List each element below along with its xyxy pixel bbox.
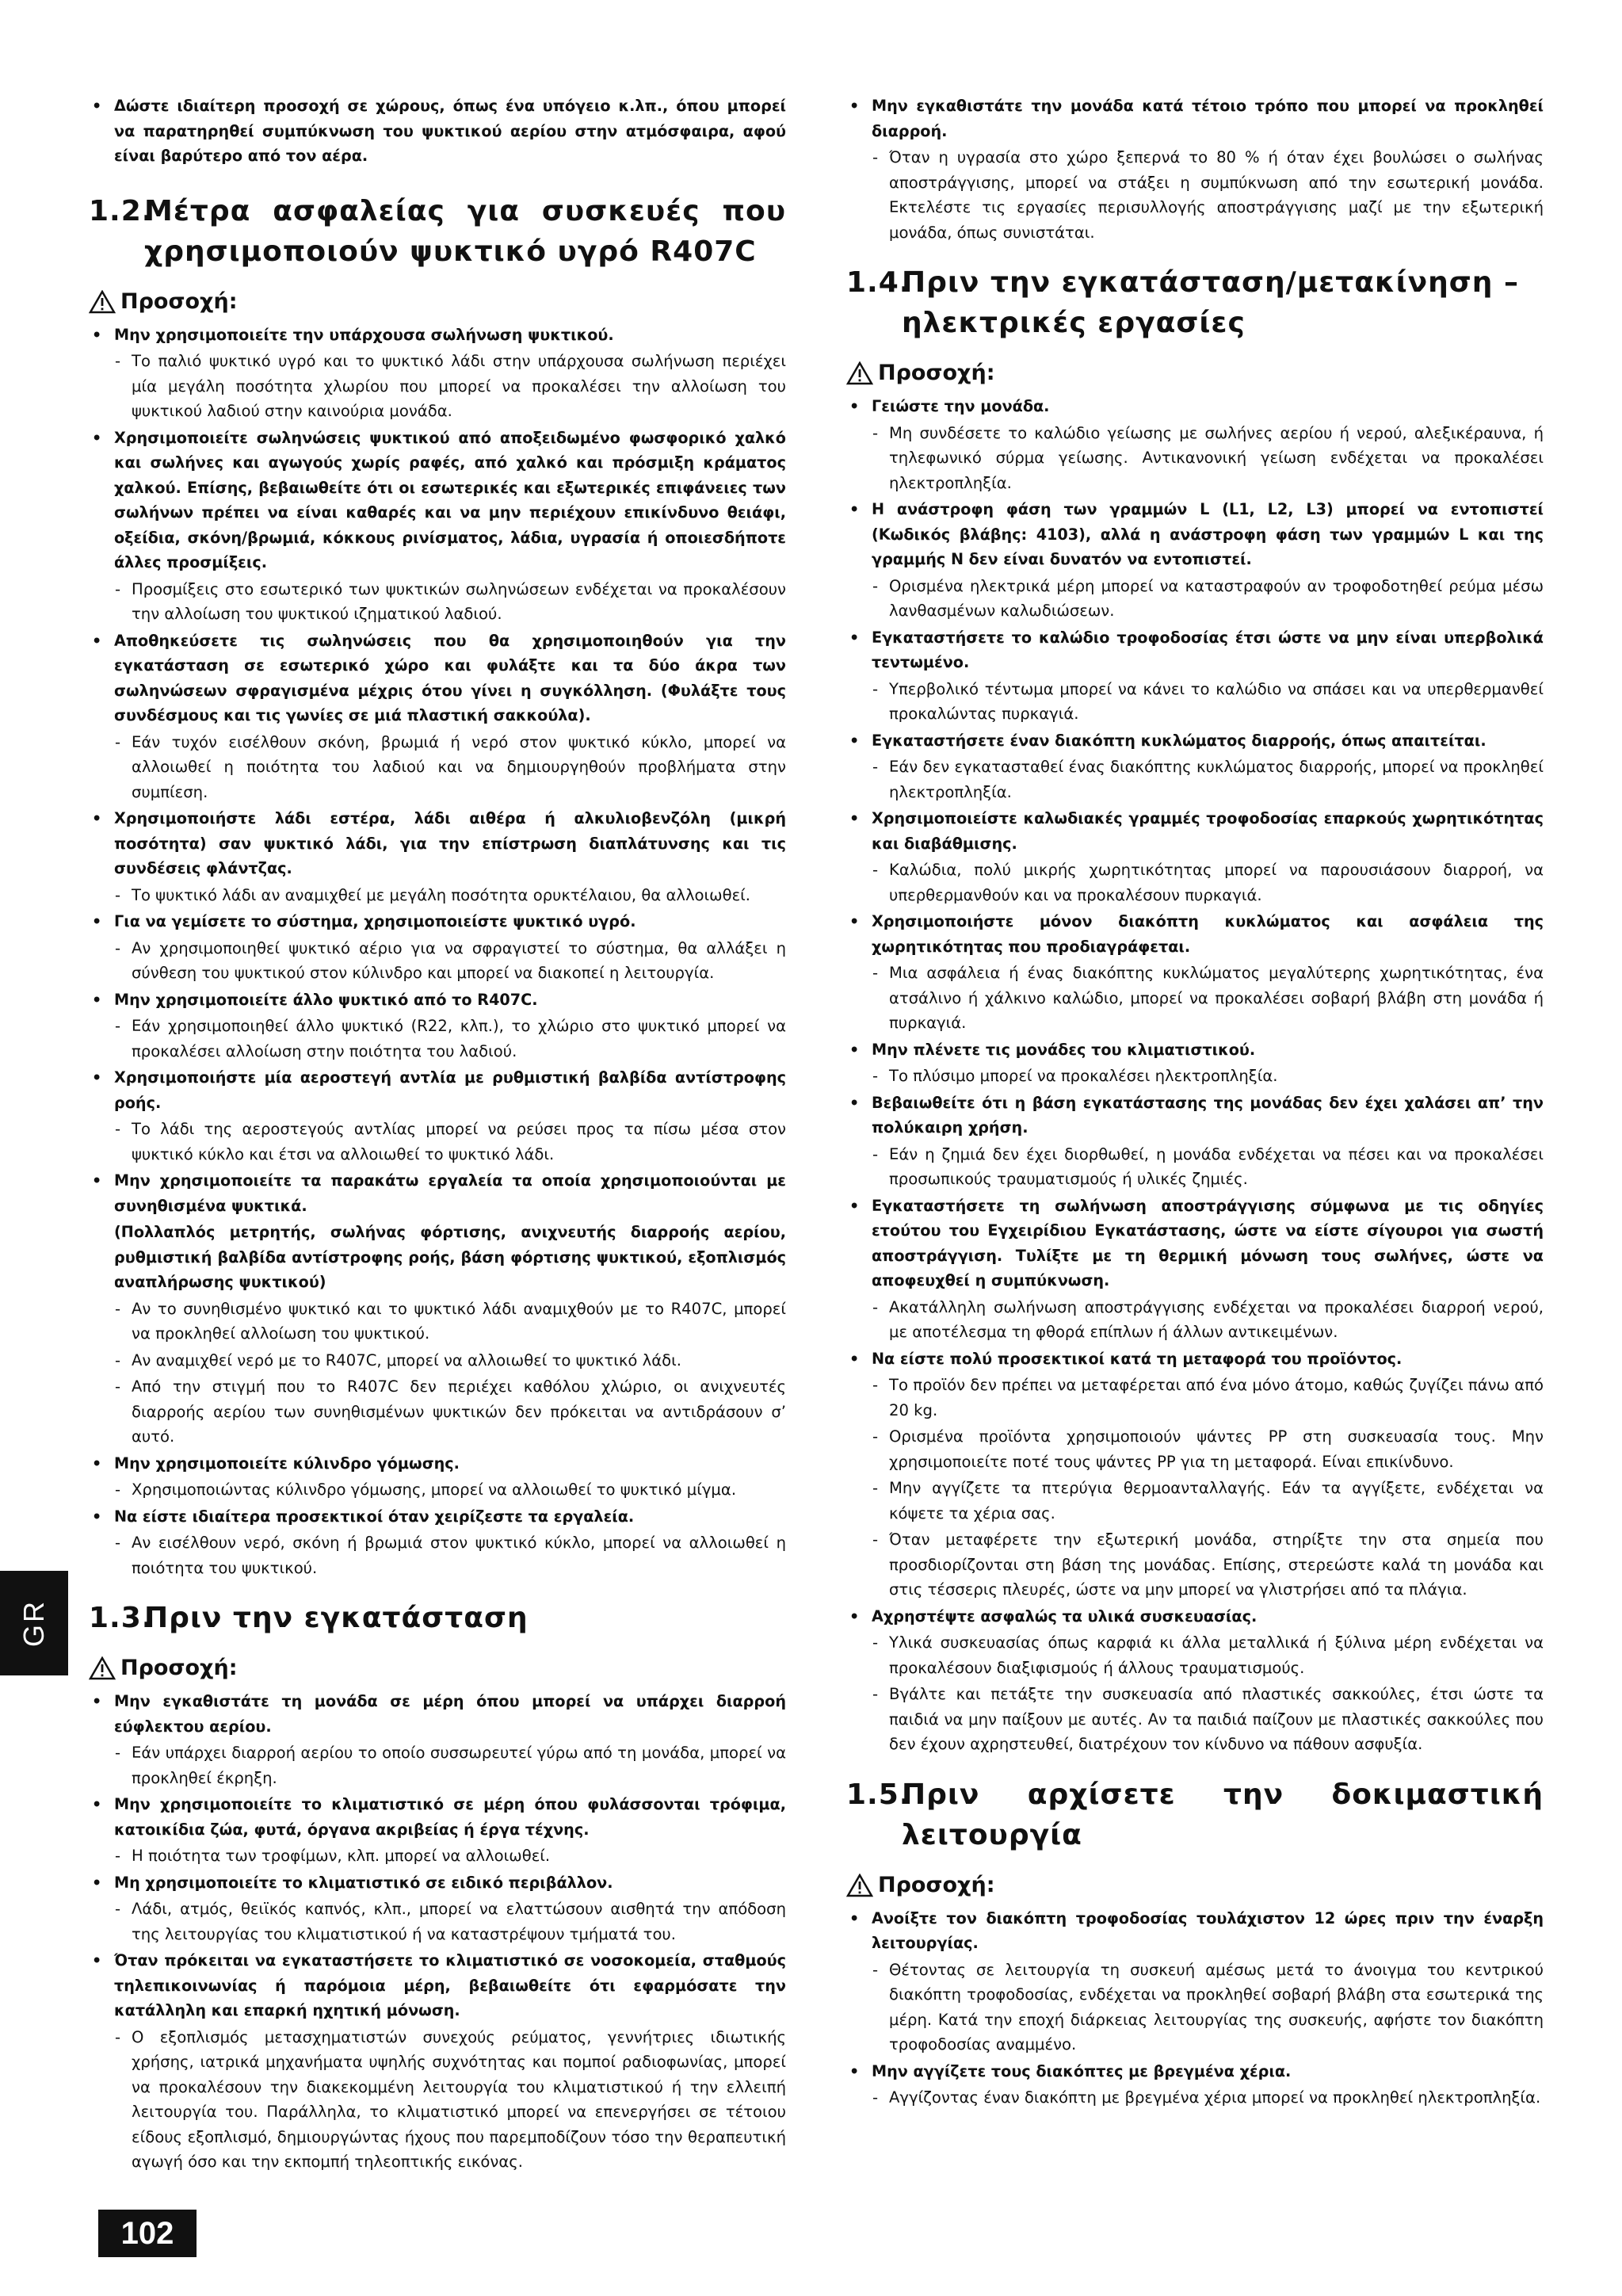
right-column <box>846 94 1544 2112</box>
warning-icon <box>846 1874 873 1897</box>
bullet: • Μην πλένετε τις μονάδες του κλιματιστικού. <box>846 1037 1544 1063</box>
dash-item: - Υλικά συσκευασίας όπως καρφιά κι άλλα μεταλλικά ή ξύλινα μέρη ενδέχεται να προκαλέσουν διαξιφισμούς ή άλλους τραυματισμούς. <box>846 1630 1544 1680</box>
bullet: • Όταν πρόκειται να εγκαταστήσετε το κλιματιστικό σε νοσοκομεία, σταθμούς τηλεπικοινωνίας ή παρόμοια μέρη, βεβαιωθείτε ότι εφαρμόσατε την κατάλληλη και επαρκή ηχητική μόνωση. <box>89 1948 786 2023</box>
language-code: GR <box>17 1599 50 1647</box>
dash-item: - Η ποιότητα των τροφίμων, κλπ. μπορεί να αλλοιωθεί. <box>89 1843 786 1869</box>
section-title-line2: ηλεκτρικές εργασίες <box>902 307 1246 339</box>
language-tab <box>0 1571 68 1675</box>
caution-label: Προσοχή: <box>120 1656 238 1680</box>
dash-item: - Από την στιγμή που το R407C δεν περιέχει καθόλου χλώριο, οι ανιχνευτές διαρροής αερίου των συνηθισμένων ψυκτικών δεν πρόκειται να αντιδράσουν σ’ αυτό. <box>89 1374 786 1450</box>
bullet: • Μην χρησιμοποιείτε τα παρακάτω εργαλεία τα οποία χρησιμοποιούνται με συνηθισμένα ψυκτικά. <box>89 1168 786 1218</box>
dash-item: - Υπερβολικό τέντωμα μπορεί να κάνει το καλώδιο να σπάσει και να υπερθερμανθεί προκαλώντας πυρκαγιά. <box>846 677 1544 727</box>
caution-heading <box>846 1870 1544 1901</box>
dash-item: - Εάν η ζημιά δεν έχει διορθωθεί, η μονάδα ενδέχεται να πέσει και να προκαλέσει προσωπικούς τραυματισμούς ή υλικές ζημιές. <box>846 1142 1544 1192</box>
dash-item: - Μην αγγίζετε τα πτερύγια θερμοανταλλαγής. Εάν τα αγγίξετε, ενδέχεται να κόψετε τα χέρια σας. <box>846 1476 1544 1526</box>
caution-heading <box>846 357 1544 389</box>
bullet: • Αχρηστέψτε ασφαλώς τα υλικά συσκευασίας. <box>846 1604 1544 1629</box>
dash-item: - Το παλιό ψυκτικό υγρό και το ψυκτικό λάδι στην υπάρχουσα σωλήνωση περιέχει μία μεγάλη ποσότητα χλωρίου που μπορεί να προκαλέσει την αλλοίωση του ψυκτικού λαδιού στην καινούρια μονάδα. <box>89 349 786 424</box>
section-1-4-heading <box>846 262 1544 343</box>
left-column <box>89 94 786 2176</box>
bullet: • Μην χρησιμοποιείτε κύλινδρο γόμωσης. <box>89 1451 786 1477</box>
bullet: • Μην χρησιμοποιείτε άλλο ψυκτικό από το R407C. <box>89 988 786 1013</box>
dash-item: - Χρησιμοποιώντας κύλινδρο γόμωσης, μπορεί να αλλοιωθεί το ψυκτικό μίγμα. <box>89 1477 786 1503</box>
dash-item: - Καλώδια, πολύ μικρής χωρητικότητας μπορεί να παρουσιάσουν διαρροή, να υπερθερμανθούν και να προκαλέσουν πυρκαγιά. <box>846 858 1544 907</box>
dash-item: - Ακατάλληλη σωλήνωση αποστράγγισης ενδέχεται να προκαλέσει διαρροή νερού, με αποτέλεσμα τη φθορά επίπλων ή άλλων αντικειμένων. <box>846 1295 1544 1345</box>
bullet: • Χρησιμοποιήστε λάδι εστέρα, λάδι αιθέρα ή αλκυλιοβενζόλη (μικρή ποσότητα) σαν ψυκτικό λάδι, για την επίστρωση διαπλάτυνσης και τις συνδέσεις φλάντζας. <box>89 806 786 881</box>
bullet: • Μην χρησιμοποιείτε την υπάρχουσα σωλήνωση ψυκτικού. <box>89 323 786 348</box>
page-number: 102 <box>98 2210 197 2257</box>
dash-item: - Το προϊόν δεν πρέπει να μεταφέρεται από ένα μόνο άτομο, καθώς ζυγίζει πάνω από 20 kg. <box>846 1373 1544 1423</box>
bullet: • Εγκαταστήσετε το καλώδιο τροφοδοσίας έτσι ώστε να μην είναι υπερβολικά τεντωμένο. <box>846 625 1544 675</box>
bullet: • Μην εγκαθιστάτε τη μονάδα σε μέρη όπου μπορεί να υπάρχει διαρροή εύφλεκτου αερίου. <box>89 1689 786 1739</box>
dash-item: - Ο εξοπλισμός μετασχηματιστών συνεχούς ρεύματος, γεννήτριες ιδιωτικής χρήσης, ιατρικά μηχανήματα υψηλής συχνότητας και πομποί ραδιοφωνίας, μπορεί να προκαλέσουν την διακεκομμένη λειτουργία του κλιματιστικού ή την ελλειπή λειτουργία του. Παράλληλα, το κλιματιστικό μπορεί να επενεργήσει σε τέτοιου είδους εξοπλισμό, δημιουργώντας ήχους που παρεμποδίζουν τόσο την θεραπευτική αγωγή όσο και την εκπομπή τηλεοπτικής εικόνας. <box>89 2025 786 2175</box>
section-number: 1.3. <box>89 1602 154 1634</box>
bullet: • Χρησιμοποιήστε μία αεροστεγή αντλία με ρυθμιστική βαλβίδα αντίστροφης ροής. <box>89 1065 786 1115</box>
bullet: • Εγκαταστήσετε τη σωλήνωση αποστράγγισης σύμφωνα με τις οδηγίες ετούτου του Εγχειρίδιου Εγκατάστασης, ώστε να είστε σίγουροι για σωστή αποστράγγιση. Τυλίξτε με τη θερμική μόνωση τους σωλήνες, ώστε να αποφευχθεί η συμπύκνωση. <box>846 1194 1544 1293</box>
caution-heading <box>89 286 786 318</box>
dash-item: - Εάν τυχόν εισέλθουν σκόνη, βρωμιά ή νερό στον ψυκτικό κύκλο, μπορεί να αλλοιωθεί η ποιότητα του λαδιού και να δημιουργηθούν προβλήματα στην συμπίεση. <box>89 730 786 805</box>
bullet: • Χρησιμοποιείστε καλωδιακές γραμμές τροφοδοσίας επαρκούς χωρητικότητας και διαβάθμισης. <box>846 806 1544 856</box>
bullet: • Γειώστε την μονάδα. <box>846 394 1544 419</box>
bullet: • Χρησιμοποιήστε μόνον διακόπτη κυκλώματος και ασφάλεια της χωρητικότητας που προδιαγράφεται. <box>846 909 1544 959</box>
dash-item: - Εάν χρησιμοποιηθεί άλλο ψυκτικό (R22, κλπ.), το χλώριο στο ψυκτικό μπορεί να προκαλέσει αλλοίωση στην ποιότητα του λαδιού. <box>89 1014 786 1064</box>
section-title-line2: λειτουργία <box>902 1818 1082 1851</box>
dash-item: - Αγγίζοντας έναν διακόπτη με βρεγμένα χέρια μπορεί να προκληθεί ηλεκτροπληξία. <box>846 2085 1544 2111</box>
dash-item: - Αν αναμιχθεί νερό με το R407C, μπορεί να αλλοιωθεί το ψυκτικό λάδι. <box>89 1348 786 1373</box>
caution-label: Προσοχή: <box>878 361 995 385</box>
bullet: • Η ανάστροφη φάση των γραμμών L (L1, L2, L3) μπορεί να εντοπιστεί (Κωδικός βλάβης: 4103), αλλά η ανάστροφη φάση των γραμμών L και της γραμμής N δεν είναι δυνατόν να εντοπιστεί. <box>846 497 1544 572</box>
dash-item: - Μια ασφάλεια ή ένας διακόπτης κυκλώματος μεγαλύτερης χωρητικότητας, ένα ατσάλινο ή χάλκινο καλώδιο, μπορεί να προκαλέσει σοβαρή βλάβη στη μονάδα ή πυρκαγιά. <box>846 961 1544 1036</box>
bullet-continuation: (Πολλαπλός μετρητής, σωλήνας φόρτισης, ανιχνευτής διαρροής αερίου, ρυθμιστική βαλβίδα αντίστροφης ροής, βάση φόρτισης ψυκτικού, εξοπλισμός αναπλήρωσης ψυκτικού) <box>114 1223 786 1291</box>
bullet: • Μην χρησιμοποιείτε το κλιματιστικό σε μέρη όπου φυλάσσονται τρόφιμα, κατοικίδια ζώα, φυτά, όργανα ακριβείας ή έργα τέχνης. <box>89 1792 786 1842</box>
section-number: 1.4. <box>846 266 911 299</box>
section-1-5-heading <box>846 1775 1544 1855</box>
dash-item: - Το λάδι της αεροστεγούς αντλίας μπορεί να ρεύσει προς τα πίσω μέσα στον ψυκτικό κύκλο και έτσι να αλλοιωθεί το ψυκτικό λάδι. <box>89 1117 786 1167</box>
section-number: 1.2. <box>89 194 154 227</box>
caution-label: Προσοχή: <box>120 288 238 314</box>
bullet: • Να είστε ιδιαίτερα προσεκτικοί όταν χειρίζεστε τα εργαλεία. <box>89 1504 786 1530</box>
bullet: • Βεβαιωθείτε ότι η βάση εγκατάστασης της μονάδας δεν έχει χαλάσει απ’ την πολύκαιρη χρήση. <box>846 1091 1544 1140</box>
dash-item: - Βγάλτε και πετάξτε την συσκευασία από πλαστικές σακκούλες, έτσι ώστε τα παιδιά να μην παίξουν με αυτές. Αν τα παιδιά παίζουν με πλαστικές σακκούλες που δεν έχουν αχρηστευθεί, διατρέχουν τον κίνδυνο να πάθουν ασφυξία. <box>846 1682 1544 1757</box>
dash-item: - Προσμίξεις στο εσωτερικό των ψυκτικών σωληνώσεων ενδέχεται να προκαλέσουν την αλλοίωση του ψυκτικού ιζηματικού λαδιού. <box>89 577 786 627</box>
dash-item: - Εάν υπάρχει διαρροή αερίου το οποίο συσσωρευτεί γύρω από τη μονάδα, μπορεί να προκληθεί έκρηξη. <box>89 1740 786 1790</box>
dash-item: - Ορισμένα ηλεκτρικά μέρη μπορεί να καταστραφούν αν τροφοδοτηθεί ρεύμα μέσω λανθασμένων καλωδιώσεων. <box>846 574 1544 624</box>
section-title: Πριν την εγκατάσταση <box>144 1602 529 1634</box>
caution-label: Προσοχή: <box>878 1872 995 1897</box>
warning-icon <box>89 290 116 314</box>
bullet: • Να είστε πολύ προσεκτικοί κατά τη μεταφορά του προϊόντος. <box>846 1347 1544 1372</box>
section-number: 1.5. <box>846 1778 911 1811</box>
bullet: • Χρησιμοποιείτε σωληνώσεις ψυκτικού από αποξειδωμένο φωσφορικό χαλκό και σωλήνες και αγωγούς χωρίς ραφές, από χαλκό και πρόσμιξη κράματος χαλκού. Επίσης, βεβαιωθείτε ότι οι εσωτερικές και εξωτερικές επιφάνειες των σωλήνων πρέπει να είναι καθαρές και να μην περιέχουν επικίνδυνο θειάφι, οξείδια, σκόνη/βρωμιά, κόκκους ρινίσματος, λάδια, υγρασία ή οποιεσδήποτε άλλες προσμίξεις. <box>89 426 786 575</box>
dash-item: - Μη συνδέσετε το καλώδιο γείωσης με σωλήνες αερίου ή νερού, αλεξικέραυνα, ή τηλεφωνικό σύρμα γείωσης. Αντικανονική γείωση ενδέχεται να προκαλέσει ηλεκτροπληξία. <box>846 421 1544 496</box>
bullet: • Αποθηκεύσετε τις σωληνώσεις που θα χρησιμοποιηθούν για την εγκατάσταση σε εσωτερικό χώρο και φυλάξτε και τα δύο άκρα των σωληνώσεων σφραγισμένα μέχρις ότου γίνει η συγκόλληση. (Φυλάξτε τους συνδέσμους και τις γωνίες σε μιά πλαστική σακκούλα). <box>89 628 786 728</box>
section-title-line1: Μέτρα ασφαλείας για συσκευές που <box>144 194 786 227</box>
intro-bullet: • Δώστε ιδιαίτερη προσοχή σε χώρους, όπως ένα υπόγειο κ.λπ., όπου μπορεί να παρατηρηθεί συμπύκνωση του ψυκτικού αερίου στην ατμόσφαιρα, αφού είναι βαρύτερο από τον αέρα. <box>89 94 786 169</box>
bullet: • Για να γεμίσετε το σύστημα, χρησιμοποιείστε ψυκτικό υγρό. <box>89 909 786 934</box>
dash-item: - Θέτοντας σε λειτουργία τη συσκευή αμέσως μετά το άνοιγμα του κεντρικού διακόπτη τροφοδοσίας, ενδέχεται να προκληθεί σοβαρή βλάβη στα εσωτερικά της μέρη. Κατά την εποχή διάρκειας λειτουργίας της συσκευής, αφήστε τον διακόπτη τροφοδοσίας αναμμένο. <box>846 1958 1544 2057</box>
section-title-line1: Πριν αρχίσετε την δοκιμαστική <box>902 1778 1544 1811</box>
bullet: • Ανοίξτε τον διακόπτη τροφοδοσίας τουλάχιστον 12 ώρες πριν την έναρξη λειτουργίας. <box>846 1906 1544 1956</box>
dash-item: - Λάδι, ατμός, θειϊκός καπνός, κλπ., μπορεί να ελαττώσουν αισθητά την απόδοση της λειτουργίας του κλιματιστικού ή να καταστρέψουν τμήματά του. <box>89 1897 786 1946</box>
caution-heading <box>89 1652 786 1684</box>
dash-item: - Εάν δεν εγκατασταθεί ένας διακόπτης κυκλώματος διαρροής, μπορεί να προκληθεί ηλεκτροπληξία. <box>846 755 1544 804</box>
dash-item: - Όταν η υγρασία στο χώρο ξεπερνά το 80 % ή όταν έχει βουλώσει ο σωλήνας αποστράγγισης, μπορεί να στάξει η συμπύκνωση από την εσωτερική μονάδα. Εκτελέστε τις εργασίες περισυλλογής αποστράγγισης μαζί με την εξωτερική μονάδα, όπως συνιστάται. <box>846 145 1544 245</box>
dash-item: - Αν χρησιμοποιηθεί ψυκτικό αέριο για να σφραγιστεί το σύστημα, θα αλλάξει η σύνθεση του ψυκτικού στον κύλινδρο και μπορεί να διακοπεί η λειτουργία. <box>89 936 786 986</box>
section-1-3-heading <box>89 1598 786 1638</box>
dash-item: - Αν εισέλθουν νερό, σκόνη ή βρωμιά στον ψυκτικό κύκλο, μπορεί να αλλοιωθεί η ποιότητα του ψυκτικού. <box>89 1530 786 1580</box>
dash-item: - Αν το συνηθισμένο ψυκτικό και το ψυκτικό λάδι αναμιχθούν με το R407C, μπορεί να προκληθεί αλλοίωση του ψυκτικού. <box>89 1297 786 1347</box>
bullet: • Μη χρησιμοποιείτε το κλιματιστικό σε ειδικό περιβάλλον. <box>89 1870 786 1896</box>
warning-icon <box>89 1656 116 1680</box>
bullet: • Μην αγγίζετε τους διακόπτες με βρεγμένα χέρια. <box>846 2059 1544 2084</box>
bullet: • Εγκαταστήσετε έναν διακόπτη κυκλώματος διαρροής, όπως απαιτείται. <box>846 728 1544 754</box>
bullet: • Μην εγκαθιστάτε την μονάδα κατά τέτοιο τρόπο που μπορεί να προκληθεί διαρροή. <box>846 94 1544 143</box>
section-title-line2: χρησιμοποιούν ψυκτικό υγρό R407C <box>144 235 757 268</box>
dash-item: - Όταν μεταφέρετε την εξωτερική μονάδα, στηρίξτε την στα σημεία που προσδιορίζονται στη βάση της μονάδας. Επίσης, στερεώστε καλά τη μονάδα και στις τέσσερις πλευρές, ώστε να μην μπορεί να γλιστρήσει από τα πλάγια. <box>846 1527 1544 1603</box>
section-title-line1: Πριν την εγκατάσταση/μετακίνηση – <box>902 266 1519 299</box>
warning-icon <box>846 361 873 385</box>
dash-item: - Το πλύσιμο μπορεί να προκαλέσει ηλεκτροπληξία. <box>846 1064 1544 1089</box>
section-1-2-heading <box>89 191 786 272</box>
dash-item: - Ορισμένα προϊόντα χρησιμοποιούν ψάντες PP στη συσκευασία τους. Μην χρησιμοποιείτε ποτέ τους ψάντες PP για τη μεταφορά. Είναι επικίνδυνο. <box>846 1424 1544 1474</box>
dash-item: - Το ψυκτικό λάδι αν αναμιχθεί με μεγάλη ποσότητα ορυκτέλαιου, θα αλλοιωθεί. <box>89 883 786 908</box>
